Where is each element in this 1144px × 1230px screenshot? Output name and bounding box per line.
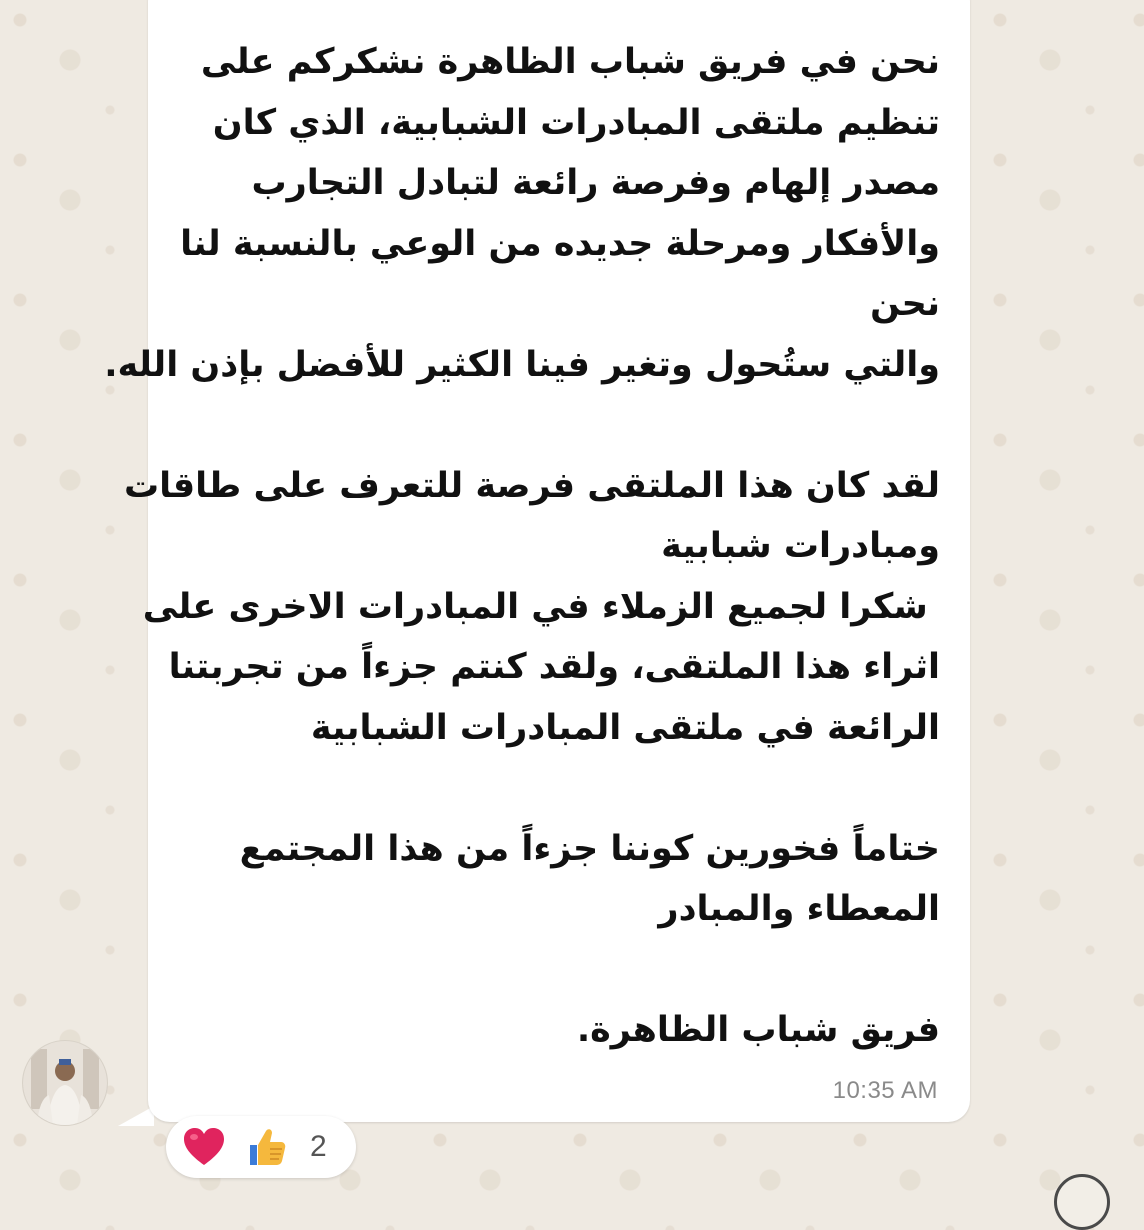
message-bubble[interactable] [104,0,970,1122]
reactions-pill[interactable] [166,1116,356,1178]
reaction-count: 2 [310,1130,327,1163]
scroll-down-button[interactable] [1054,1174,1110,1230]
sender-avatar[interactable] [22,1040,108,1126]
thumbs-up-icon [242,1123,290,1171]
avatar-photo-icon [23,1041,107,1125]
bubble-tail [118,1106,154,1126]
message-timestamp: 10:35 AM [832,1077,938,1104]
red-heart-icon [180,1123,228,1171]
message-text: نحن في فريق شباب الظاهرة نشكركم على تنظيم ملتقى المبادرات الشبابية، الذي كان مصدر إلهام وفرصة رائعة لتبادل التجارب والأفكار ومرحلة جديده من الوعي بالنسبة لنا نحن والتي ستُحول وتغير فينا الكثير للأفضل بإذن الله. لقد كان هذا الملتقى فرصة للتعرف على طاقات ومبادرات شبابية شكرا لجميع الزملاء في المبادرات الاخرى على اثراء هذا الملتقى، ولقد كنتم جزءاً من تجربتنا الرائعة في ملتقى المبادرات الشبابية ختاماً فخورين كوننا جزءاً من هذا المجتمع المعطاء والمبادر فريق شباب الظاهرة. [104,42,940,1050]
